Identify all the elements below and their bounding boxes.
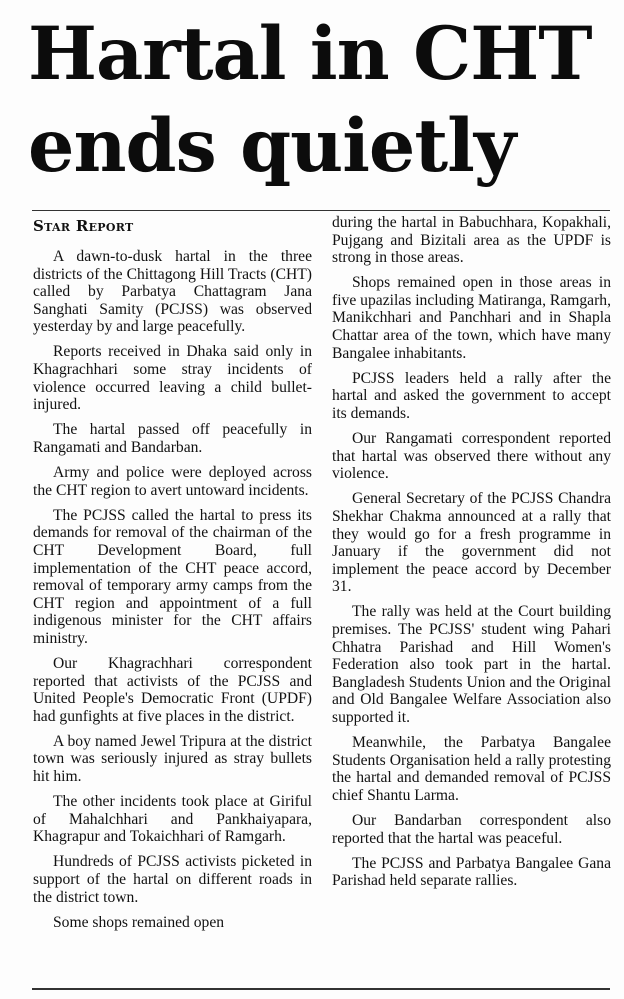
paragraph: The other incidents took place at Giriful of Mahalchhari and Pankhaiyapara, Khagrapur and Tokaichhari of Ramgarh. (33, 793, 312, 846)
headline-line-1: Hartal in CHT (28, 11, 592, 97)
headline (28, 8, 618, 192)
headline-line-2: ends quietly (28, 103, 516, 189)
paragraph: Our Bandarban correspondent also reported that the hartal was peaceful. (332, 811, 611, 847)
paragraph: Some shops remained open (53, 913, 225, 931)
paragraph: The PCJSS and Parbatya Bangalee Gana Parishad held separate rallies. (332, 854, 611, 890)
top-rule (32, 210, 610, 211)
paragraph: Our Khagrachhari correspondent reported that activists of the PCJSS and United People's Democratic Front (UPDF) had gunfights at five places in the district. (33, 654, 312, 725)
paragraph: A boy named Jewel Tripura at the district town was seriously injured as stray bullets hit him. (33, 732, 312, 786)
paragraph: Shops remained open in those areas in five upazilas including Matiranga, Ramgarh, Manikchhari and Panchhari and in Shapla Chattar area of the town, which have many Bangalee inhabitants. (332, 274, 611, 362)
paragraph: Reports received in Dhaka said only in Khagrachhari some stray incidents of violence occurred leaving a child bullet-injured. (33, 343, 312, 414)
right-column (332, 214, 611, 897)
paragraph: The hartal passed off peacefully in Rangamati and Bandarban. (33, 421, 312, 456)
paragraph: PCJSS leaders held a rally after the hartal and asked the government to accept its demands. (332, 369, 611, 422)
paragraph: The PCJSS called the hartal to press its demands for removal of the chairman of the CHT Development Board, full implementation of the CHT peace accord, removal of temporary army camps from the CHT region and appointment of a full indigenous minister for the CHT affairs ministry. (33, 506, 312, 647)
byline: Star Report (33, 217, 134, 235)
paragraph-continuation: during the hartal in Babuchhara, Kopakhali, Pujgang and Bizitali area as the UPDF is strong in those areas. (332, 214, 611, 267)
paragraph: Our Rangamati correspondent reported that hartal was observed there without any violence. (332, 430, 611, 483)
paragraph: Army and police were deployed across the CHT region to avert untoward incidents. (33, 464, 312, 499)
paragraph: The rally was held at the Court building premises. The PCJSS' student wing Pahari Chhatra Parishad and Hill Women's Federation also took part in the hartal. Bangladesh Students Union and the Original and Old Bangalee Welfare Association also supported it. (332, 603, 611, 726)
paragraph: Meanwhile, the Parbatya Bangalee Students Organisation held a rally protesting the hartal and demanded removal of PCJSS chief Shantu Larma. (332, 734, 611, 804)
paragraph: Hundreds of PCJSS activists picketed in support of the hartal on different roads in the district town. (33, 853, 312, 906)
left-column (33, 214, 312, 939)
bottom-rule (32, 988, 610, 990)
paragraph: General Secretary of the PCJSS Chandra Shekhar Chakma announced at a rally that they would go for a fresh programme in January if the government did not implement the peace accord by December 31. (332, 490, 611, 596)
paragraph: A dawn-to-dusk hartal in the three districts of the Chittagong Hill Tracts (CHT) called by Parbatya Chattagram Jana Sanghati Samity (PCJSS) was observed yesterday by and large peacefully. (33, 248, 312, 336)
